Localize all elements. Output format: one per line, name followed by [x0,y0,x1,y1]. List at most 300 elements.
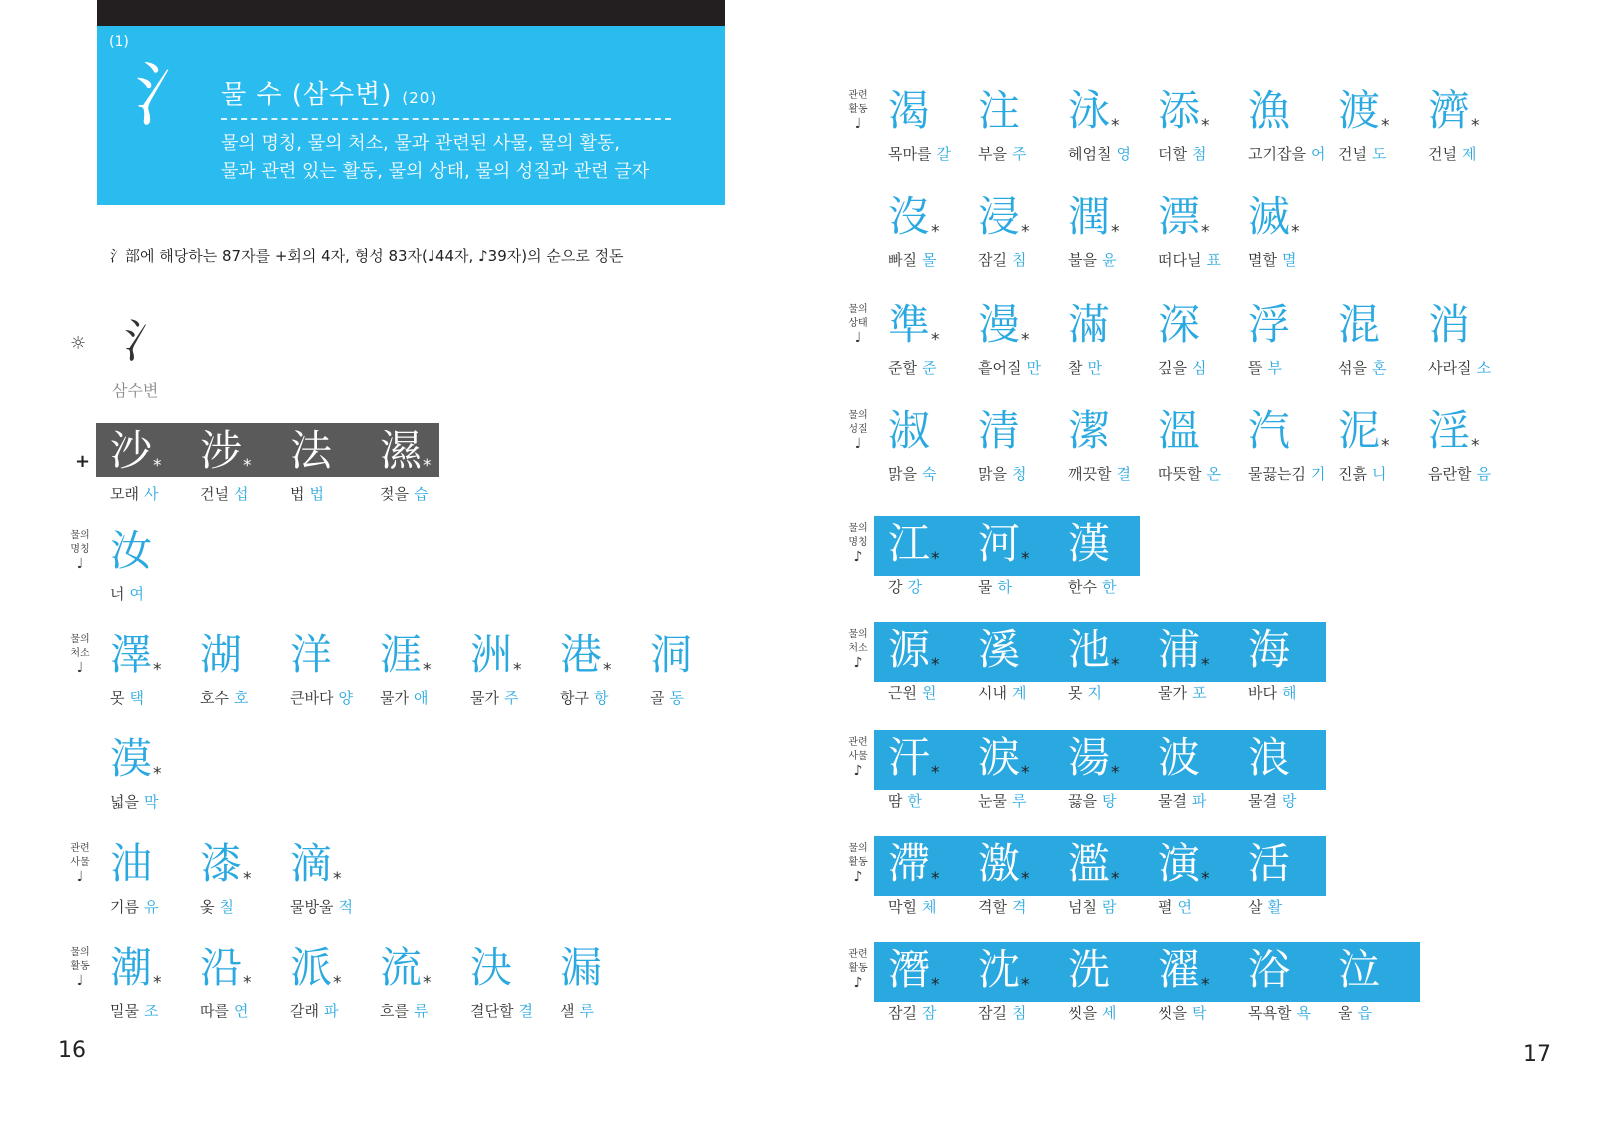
hanja-glyph: 江 [888,519,931,568]
char-gloss [978,896,1026,917]
gloss-reading: 탕 [1101,792,1117,810]
plus-mark: + [75,451,91,472]
char-entry [1158,836,1244,916]
gloss-reading: 동 [669,689,684,707]
asterisk-mark: * [1111,869,1120,889]
note-icon: ♪ [853,655,863,671]
gloss-reading: 결 [1116,465,1131,483]
char-gloss [978,790,1026,811]
gloss-meaning: 불을 [1068,251,1097,269]
char-entry [1248,189,1334,269]
char-gloss [1158,357,1206,378]
gloss-reading: 계 [1011,684,1027,702]
char-entry [1068,403,1154,483]
gloss-reading: 사 [143,485,159,503]
gloss-meaning: 막힐 [888,898,917,916]
char-entry [888,189,974,269]
hanja-glyph: 潮 [110,943,153,992]
section-number: (1) [109,34,129,50]
char-entry [1428,297,1514,377]
gloss-reading: 영 [1116,145,1131,163]
asterisk-mark: * [423,973,432,993]
gloss-reading: 온 [1206,465,1221,483]
gloss-meaning: 찰 [1068,359,1083,377]
char-entry [560,940,646,1020]
gloss-meaning: 잠길 [978,1004,1007,1022]
char-entry [200,627,286,707]
char-gloss [1248,896,1282,917]
section-description [221,130,649,186]
hanja-glyph: 湖 [200,630,243,679]
hanja-glyph: 注 [978,86,1021,135]
hanja-glyph: 池 [1068,625,1111,674]
gloss-meaning: 넘칠 [1068,898,1097,916]
hanja-glyph: 浦 [1158,625,1201,674]
char-gloss [110,791,158,812]
gloss-reading: 루 [1011,792,1027,810]
category-label-part: 사물 [848,751,868,762]
hanja-char [1428,83,1514,139]
hanja-char [978,730,1064,786]
hanja-char [978,942,1064,998]
gloss-reading: 원 [921,684,937,702]
char-entry [978,189,1064,269]
asterisk-mark: * [153,973,162,993]
category-label-part: 활동 [848,963,868,974]
description-line-1: 물의 명칭, 물의 처소, 물과 관련된 사물, 물의 활동, [221,133,621,154]
gloss-meaning: 살 [1248,898,1263,916]
char-gloss [1338,143,1386,164]
gloss-meaning: 떠다닐 [1158,251,1202,269]
hanja-glyph: 混 [1338,300,1381,349]
hanja-glyph: 沈 [978,945,1021,994]
hanja-char [380,627,466,683]
asterisk-mark: * [423,456,432,476]
asterisk-mark: * [333,869,342,889]
char-entry [110,627,196,707]
hanja-char [1068,622,1154,678]
gloss-meaning: 갈래 [290,1002,319,1020]
hanja-char [888,189,974,245]
category-label-part: 관련 [70,843,90,854]
hanja-char [978,516,1064,572]
asterisk-mark: * [423,660,432,680]
hanja-glyph: 洞 [650,630,693,679]
category-label [68,842,92,884]
gloss-reading: 숙 [921,465,937,483]
char-gloss [290,483,324,504]
hanja-char [1248,730,1334,786]
category-label [846,736,870,778]
gloss-reading: 파 [1191,792,1207,810]
hanja-char [1248,297,1334,353]
gloss-reading: 도 [1371,145,1387,163]
char-gloss [1158,682,1206,703]
char-gloss [1068,463,1131,484]
hanja-glyph: 沙 [110,426,153,475]
hanja-char [290,836,376,892]
gloss-meaning: 더할 [1158,145,1187,163]
hanja-glyph: 油 [110,839,153,888]
gloss-reading: 결 [518,1002,533,1020]
char-entry [1068,189,1154,269]
gloss-meaning: 물가 [380,689,409,707]
char-entry [1338,297,1424,377]
hanja-glyph: 浮 [1248,300,1291,349]
gloss-meaning: 물끓는김 [1248,465,1306,483]
char-gloss [1248,357,1282,378]
char-entry [888,942,974,1022]
section-count: (20) [402,89,438,107]
radical-symbol: 氵 [124,314,170,368]
hanja-char [290,423,376,479]
hanja-char [110,731,196,787]
hanja-char [978,836,1064,892]
hanja-glyph: 湯 [1068,733,1111,782]
gloss-meaning: 멸할 [1248,251,1277,269]
category-label-part: 처소 [70,648,90,659]
gloss-meaning: 빠질 [888,251,917,269]
gloss-reading: 윤 [1101,251,1117,269]
hanja-glyph: 激 [978,839,1021,888]
char-gloss [1158,249,1221,270]
category-label-part: 명칭 [70,544,90,555]
char-gloss [1248,249,1296,270]
gloss-meaning: 너 [110,585,125,603]
gloss-meaning: 물방울 [290,898,334,916]
hanja-glyph: 淫 [1428,406,1471,455]
char-entry [470,940,556,1020]
hanja-glyph: 渡 [1338,86,1381,135]
char-entry [1158,622,1244,702]
gloss-meaning: 땀 [888,792,903,810]
hanja-glyph: 濕 [380,426,423,475]
hanja-char [110,423,196,479]
gloss-reading: 만 [1026,359,1041,377]
asterisk-mark: * [1021,869,1030,889]
category-label [846,948,870,990]
gloss-reading: 애 [413,689,429,707]
char-gloss [1248,1002,1311,1023]
asterisk-mark: * [1471,436,1480,456]
char-entry [110,940,196,1020]
page-number-left: 16 [58,1038,86,1063]
gloss-reading: 주 [503,689,519,707]
sun-mark: ☼ [70,333,87,354]
char-entry [1248,836,1334,916]
hanja-char [1428,297,1514,353]
char-entry [978,83,1064,163]
hanja-glyph: 漂 [1158,192,1201,241]
gloss-meaning: 물결 [1248,792,1277,810]
hanja-glyph: 漏 [560,943,603,992]
gloss-reading: 양 [338,689,353,707]
category-label-part: 물의 [70,634,90,645]
char-gloss [1338,1002,1372,1023]
hanja-glyph: 漆 [200,839,243,888]
hanja-char [1068,297,1154,353]
hanja-glyph: 濫 [1068,839,1111,888]
hanja-char [1068,942,1154,998]
gloss-reading: 격 [1011,898,1027,916]
header-divider [221,118,671,120]
hanja-glyph: 浴 [1248,945,1291,994]
category-label [846,89,870,131]
hanja-glyph: 漫 [978,300,1021,349]
asterisk-mark: * [513,660,522,680]
hanja-char [1248,189,1334,245]
gloss-meaning: 밀물 [110,1002,139,1020]
gloss-reading: 몰 [921,251,937,269]
gloss-reading: 연 [1177,898,1192,916]
char-entry [888,730,974,810]
note-icon: ♪ [853,975,863,991]
hanja-glyph: 源 [888,625,931,674]
char-entry [1158,297,1244,377]
asterisk-mark: * [1381,116,1390,136]
note-icon: ♩ [76,660,84,676]
asterisk-mark: * [1381,436,1390,456]
asterisk-mark: * [1291,222,1300,242]
gloss-reading: 음 [1476,465,1491,483]
hanja-char [1248,83,1334,139]
hanja-char [888,297,974,353]
hanja-glyph: 滅 [1248,192,1291,241]
char-entry [1158,942,1244,1022]
gloss-reading: 적 [338,898,353,916]
hanja-char [978,297,1064,353]
char-entry [380,423,466,503]
hanja-char [1068,836,1154,892]
gloss-meaning: 큰바다 [290,689,334,707]
hanja-char [1068,403,1154,459]
gloss-reading: 해 [1281,684,1297,702]
char-gloss [1068,249,1116,270]
gloss-meaning: 준할 [888,359,917,377]
gloss-meaning: 옻 [200,898,215,916]
asterisk-mark: * [243,973,252,993]
gloss-meaning: 물 [978,578,993,596]
char-gloss [978,357,1041,378]
gloss-meaning: 호수 [200,689,229,707]
gloss-reading: 활 [1267,898,1282,916]
gloss-meaning: 못 [110,689,125,707]
char-gloss [200,483,248,504]
char-entry [1248,297,1334,377]
gloss-reading: 파 [323,1002,339,1020]
hanja-glyph: 浪 [1248,733,1291,782]
gloss-reading: 갈 [936,145,951,163]
gloss-meaning: 젖을 [380,485,409,503]
char-entry [1248,622,1334,702]
hanja-char [888,942,974,998]
gloss-meaning: 깨끗할 [1068,465,1112,483]
hanja-char [290,940,376,996]
asterisk-mark: * [1111,763,1120,783]
category-label-part: 물의 [848,629,868,640]
gloss-meaning: 진흙 [1338,465,1367,483]
gloss-reading: 멸 [1281,251,1297,269]
char-entry [1248,83,1334,163]
gloss-meaning: 강 [888,578,903,596]
hanja-glyph: 活 [1248,839,1291,888]
char-gloss [290,687,353,708]
gloss-meaning: 따뜻할 [1158,465,1202,483]
gloss-meaning: 씻을 [1158,1004,1187,1022]
gloss-meaning: 펼 [1158,898,1173,916]
char-entry [1428,83,1514,163]
note-icon: ♩ [76,869,84,885]
char-entry [110,523,196,603]
hanja-char [1158,622,1244,678]
gloss-reading: 기 [1310,465,1326,483]
char-entry [1158,730,1244,810]
category-label-part: 명칭 [848,537,868,548]
hanja-char [380,423,466,479]
gloss-reading: 읍 [1357,1004,1372,1022]
gloss-meaning: 잠길 [978,251,1007,269]
char-gloss [560,687,608,708]
char-entry [1338,83,1424,163]
hanja-char [200,423,286,479]
char-gloss [380,1000,428,1021]
section-title [221,74,437,111]
char-gloss [888,1002,936,1023]
gloss-reading: 루 [579,1002,594,1020]
gloss-meaning: 눈물 [978,792,1007,810]
gloss-meaning: 샐 [560,1002,575,1020]
char-gloss [1158,790,1206,811]
category-label-part: 관련 [848,90,868,101]
gloss-reading: 칠 [219,898,234,916]
char-entry [1248,730,1334,810]
hanja-glyph: 汗 [888,733,931,782]
char-entry [978,516,1064,596]
char-entry [978,622,1064,702]
asterisk-mark: * [153,456,162,476]
hanja-char [1338,942,1424,998]
hanja-glyph: 濟 [1428,86,1471,135]
note-icon: ♩ [854,116,862,132]
hanja-char [978,189,1064,245]
char-entry [290,627,376,707]
hanja-char [470,627,556,683]
hanja-glyph: 清 [978,406,1021,455]
char-entry [200,836,286,916]
char-entry [380,940,466,1020]
gloss-meaning: 법 [290,485,305,503]
gloss-meaning: 맑을 [888,465,917,483]
hanja-char [650,627,736,683]
hanja-glyph: 汽 [1248,406,1291,455]
char-gloss [888,682,936,703]
hanja-glyph: 溫 [1158,406,1201,455]
char-entry [1068,83,1154,163]
char-entry [650,627,736,707]
char-gloss [1248,143,1325,164]
hanja-char [1428,403,1514,459]
radical-glyph: 氵 [135,54,205,136]
char-gloss [978,249,1026,270]
hanja-char [978,622,1064,678]
char-gloss [380,483,428,504]
category-label-part: 물의 [848,410,868,421]
char-entry [888,516,974,596]
gloss-reading: 유 [143,898,159,916]
char-gloss [978,143,1026,164]
category-label-part: 처소 [848,643,868,654]
char-gloss [1248,463,1325,484]
hanja-glyph: 漁 [1248,86,1291,135]
asterisk-mark: * [931,763,940,783]
char-entry [560,627,646,707]
char-gloss [110,483,158,504]
hanja-char [1068,516,1154,572]
asterisk-mark: * [153,764,162,784]
char-gloss [888,896,936,917]
hanja-char [1338,403,1424,459]
asterisk-mark: * [1111,116,1120,136]
category-label [68,946,92,988]
gloss-meaning: 잠길 [888,1004,917,1022]
category-label [846,522,870,564]
hanja-glyph: 淑 [888,406,931,455]
asterisk-mark: * [931,222,940,242]
category-label-part: 관련 [848,737,868,748]
asterisk-mark: * [1021,763,1030,783]
char-entry [1068,516,1154,596]
char-entry [1428,403,1514,483]
char-gloss [1068,790,1116,811]
gloss-meaning: 흐를 [380,1002,409,1020]
char-entry [290,836,376,916]
hanja-glyph: 洲 [470,630,513,679]
gloss-reading: 어 [1310,145,1326,163]
category-label-part: 물의 [848,304,868,315]
char-entry [1338,403,1424,483]
hanja-char [978,403,1064,459]
char-entry [1068,297,1154,377]
gloss-reading: 연 [233,1002,249,1020]
hanja-char [290,627,376,683]
hanja-char [1068,730,1154,786]
category-label-part: 상태 [848,318,868,329]
category-label [846,628,870,670]
gloss-reading: 탁 [1191,1004,1207,1022]
note-icon: ♩ [854,436,862,452]
hanja-char [1158,297,1244,353]
char-entry [1158,189,1244,269]
char-gloss [1158,463,1221,484]
gloss-reading: 침 [1011,251,1027,269]
gloss-reading: 만 [1087,359,1102,377]
asterisk-mark: * [931,975,940,995]
gloss-reading: 세 [1101,1004,1117,1022]
gloss-reading: 주 [1011,145,1027,163]
char-entry [110,731,196,811]
hanja-char [888,622,974,678]
gloss-meaning: 목마를 [888,145,932,163]
char-entry [888,403,974,483]
char-entry [1338,942,1424,1022]
gloss-meaning: 항구 [560,689,589,707]
gloss-meaning: 물결 [1158,792,1187,810]
char-gloss [290,1000,338,1021]
char-gloss [1158,896,1192,917]
gloss-meaning: 넓을 [110,793,139,811]
gloss-reading: 강 [907,578,922,596]
char-entry [380,627,466,707]
